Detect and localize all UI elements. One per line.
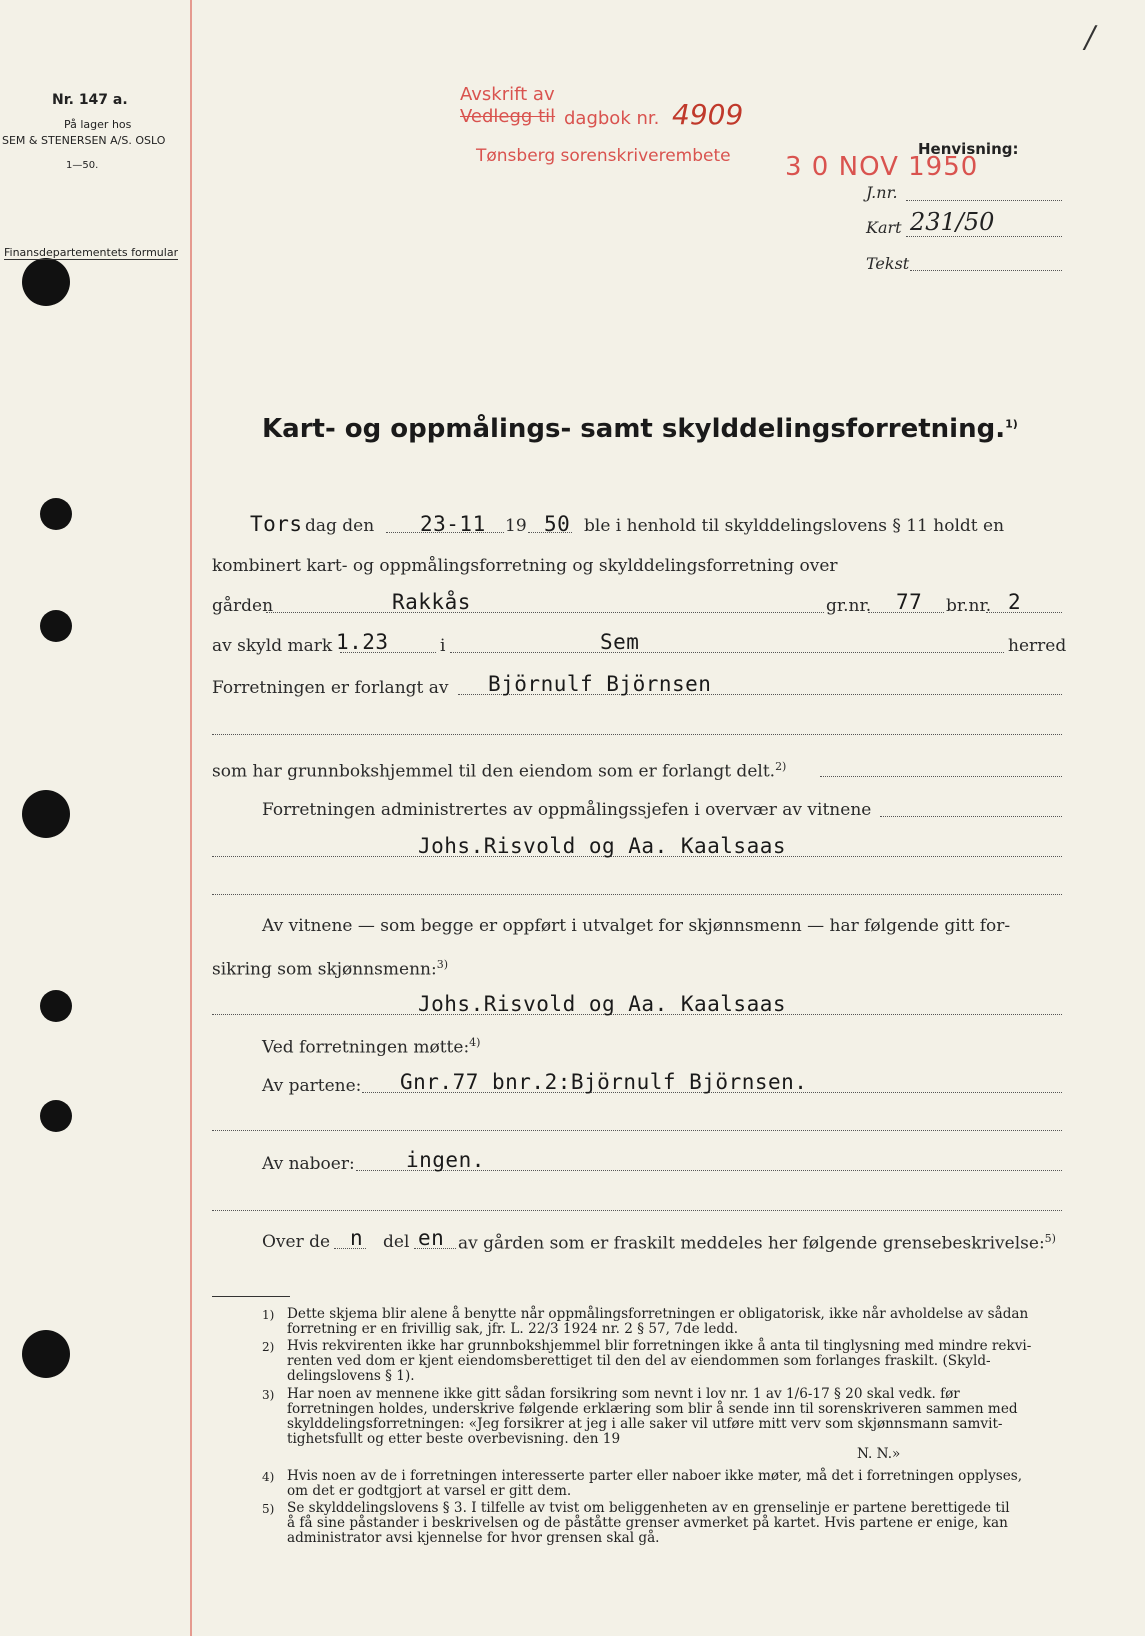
day-suffix: dag den bbox=[305, 516, 375, 536]
footnote-4: Hvis noen av de i forretningen interesserte parter eller naboer ikke møter, må det i forretningen opplyses, om det er godtgjort at varsel er gitt dem. bbox=[287, 1468, 1023, 1499]
punch-hole bbox=[40, 990, 72, 1022]
forlangt-value: Björnulf Björnsen bbox=[488, 672, 712, 696]
over-n-value: n bbox=[350, 1226, 364, 1250]
garden-label: gården bbox=[212, 596, 274, 616]
partene-value: Gnr.77 bnr.2:Björnulf Björnsen. bbox=[400, 1070, 808, 1094]
corner-check-mark: / bbox=[1085, 20, 1096, 55]
tekst-line bbox=[910, 270, 1062, 271]
stamp-line-2-struck: Vedlegg til bbox=[460, 106, 556, 127]
footnote-1: Dette skjema blir alene å benytte når oppmålingsforretningen er obligatorisk, ikke når avholdelse av sådan forretning er en frivillig sak, jfr. L. 22/3 1924 nr. 2 § 57, 7de ledd. bbox=[287, 1306, 1029, 1337]
vitner-text-2: sikring som skjønnsmenn:$^{3)}$ bbox=[212, 958, 448, 980]
edition: 1—50. bbox=[66, 160, 99, 171]
over-prefix: Over de bbox=[262, 1232, 331, 1252]
witnesses-value-1: Johs.Risvold og Aa. Kaalsaas bbox=[418, 834, 787, 858]
skyld-value: 1.23 bbox=[336, 630, 389, 654]
herred-value: Sem bbox=[600, 630, 640, 654]
intro-text: ble i henhold til skylddelingslovens § 11 holdt en bbox=[584, 516, 1005, 536]
intro-text-2: kombinert kart- og oppmålingsforretning og skylddelingsforretning over bbox=[212, 556, 838, 576]
punch-hole bbox=[22, 1330, 70, 1378]
garden-line bbox=[266, 612, 824, 613]
document-title: Kart- og oppmålings- samt skylddelingsforretning.$^{1)}$ bbox=[262, 414, 1018, 444]
naboer-label: Av naboer: bbox=[262, 1154, 355, 1174]
footnote-rule bbox=[212, 1296, 290, 1297]
punch-hole bbox=[22, 258, 70, 306]
grnr-value: 77 bbox=[896, 590, 923, 614]
punch-hole bbox=[22, 790, 70, 838]
stamp-line-3: Tønsberg sorenskriverembete bbox=[476, 146, 731, 166]
blank-line bbox=[212, 734, 1062, 735]
kart-line bbox=[906, 236, 1062, 237]
tekst-label: Tekst bbox=[866, 254, 910, 273]
footnote-3: Har noen av mennene ikke gitt sådan forsikring som nevnt i lov nr. 1 av 1/6-17 § 20 skal vedk. før forretningen holdes, underskrive følgende erklæring som blir å sende inn til sorenskriveren sammen med skylddelingsforretningen: «Jeg forsikrer at jeg i alle saker vil utføre mitt verv som skjønnsmann samvit- tighetsfullt og etter beste overbevisning. den 19 N. N.» bbox=[287, 1386, 1018, 1462]
stock-line-1: På lager hos bbox=[64, 118, 132, 131]
forlangt-label: Forretningen er forlangt av bbox=[212, 678, 449, 698]
stock-line-2: SEM & STENERSEN A/S. OSLO bbox=[2, 134, 166, 147]
stamp-line-1: Avskrift av bbox=[460, 84, 555, 105]
jnr-label: J.nr. bbox=[866, 183, 898, 202]
grunnbok-text: som har grunnbokshjemmel til den eiendom som er forlangt delt.$^{2)}$ bbox=[212, 760, 787, 782]
jnr-line bbox=[906, 200, 1062, 201]
over-en-value: en bbox=[418, 1226, 445, 1250]
year-value: 50 bbox=[544, 512, 571, 536]
footnote-1-number: 1) bbox=[262, 1308, 275, 1322]
footnote-5-number: 5) bbox=[262, 1502, 275, 1516]
year-prefix: 19 bbox=[505, 516, 527, 536]
punch-hole bbox=[40, 610, 72, 642]
partene-label: Av partene: bbox=[262, 1076, 362, 1096]
vitner-text-1: Av vitnene — som begge er oppført i utvalget for skjønnsmenn — har følgende gitt for- bbox=[262, 916, 1011, 936]
footnote-4-number: 4) bbox=[262, 1470, 275, 1484]
admin-line bbox=[880, 816, 1062, 817]
footnote-5: Se skylddelingslovens § 3. I tilfelle av tvist om beliggenheten av en grenselinje er partene berettigede til å få sine påstander i beskrivelsen og de påståtte grenser avmerket på kartet. Hvis partene er enige, kan administrator avsi kjennelse for hvor grensen skal gå. bbox=[287, 1500, 1010, 1546]
herred-label: herred bbox=[1008, 636, 1067, 656]
blank-line bbox=[212, 1210, 1062, 1211]
form-source: Finansdepartementets formular bbox=[4, 246, 178, 259]
dagbok-number: 4909 bbox=[672, 98, 744, 131]
naboer-value: ingen. bbox=[406, 1148, 485, 1172]
blank-line bbox=[212, 894, 1062, 895]
brnr-line bbox=[986, 612, 1062, 613]
over-rest: av gården som er fraskilt meddeles her følgende grensebeskrivelse:$^{5)}$ bbox=[458, 1232, 1056, 1254]
grunnbok-line bbox=[820, 776, 1062, 777]
admin-text: Forretningen administrertes av oppmålingssjefen i overvær av vitnene bbox=[262, 800, 872, 820]
motte-label: Ved forretningen møtte:$^{4)}$ bbox=[262, 1036, 481, 1058]
brnr-value: 2 bbox=[1008, 590, 1022, 614]
kart-value: 231/50 bbox=[910, 208, 995, 236]
blank-line bbox=[212, 1130, 1062, 1131]
punch-hole bbox=[40, 1100, 72, 1132]
footnote-3-number: 3) bbox=[262, 1388, 275, 1402]
brnr-label: br.nr. bbox=[946, 596, 992, 616]
footnote-2: Hvis rekvirenten ikke har grunnbokshjemmel blir forretningen ikke å anta til tinglysning med mindre rekvi- renten ved dom er kjent eiendomsberettiget til den del av eiendommen som forlanges fraskilt. (Skyld- delingslovens § 1). bbox=[287, 1338, 1032, 1384]
grnr-label: gr.nr. bbox=[826, 596, 872, 616]
witnesses-value-2: Johs.Risvold og Aa. Kaalsaas bbox=[418, 992, 787, 1016]
herred-line bbox=[450, 652, 1004, 653]
skyld-label: av skyld mark bbox=[212, 636, 333, 656]
over-del: del bbox=[383, 1232, 410, 1252]
i-label: i bbox=[440, 636, 446, 656]
margin-rule bbox=[190, 0, 192, 1636]
garden-value: Rakkås bbox=[392, 590, 471, 614]
stamp-line-2: dagbok nr. bbox=[564, 108, 660, 129]
punch-hole bbox=[40, 498, 72, 530]
footnote-2-number: 2) bbox=[262, 1340, 275, 1354]
kart-label: Kart bbox=[866, 218, 902, 237]
form-number: Nr. 147 a. bbox=[52, 92, 128, 108]
day-value: Tors bbox=[250, 512, 303, 536]
date-stamp: 3 0 NOV 1950 bbox=[785, 152, 979, 182]
henvisning-label: Henvisning: bbox=[918, 140, 1019, 158]
date-value: 23-11 bbox=[420, 512, 486, 536]
